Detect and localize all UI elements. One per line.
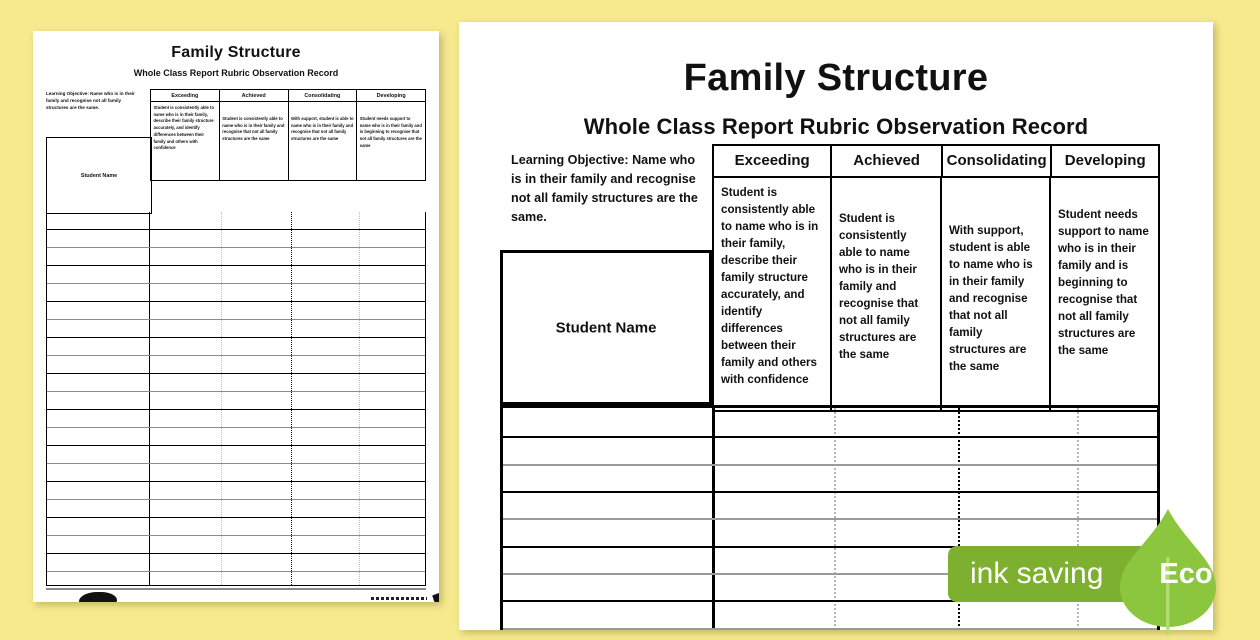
thumbnail-student-name-cell bbox=[46, 137, 152, 214]
thumbnail-footer-rule bbox=[46, 588, 426, 590]
eco-badge-label: ink saving bbox=[970, 557, 1104, 590]
table-row bbox=[47, 374, 425, 392]
table-row bbox=[47, 536, 425, 554]
eco-badge-tag: Eco bbox=[1159, 558, 1213, 590]
table-row bbox=[47, 464, 425, 482]
table-row bbox=[47, 500, 425, 518]
table-row bbox=[47, 266, 425, 284]
learning-objective: Learning Objective: Name who is in their family and recognise not all family structures are the same. bbox=[511, 153, 698, 225]
rubric-descriptor-row bbox=[712, 178, 1160, 412]
table-row bbox=[503, 408, 1157, 438]
table-row bbox=[503, 493, 1157, 520]
thumbnail-descriptor-exceeding: Student is consistently able to name who is in their family, describe their family structure accurately, and identify differences between their family and others with confidence bbox=[151, 102, 220, 180]
table-row bbox=[47, 320, 425, 338]
column-header-exceeding: Exceeding bbox=[714, 146, 832, 176]
descriptor-achieved: Student is consistently able to name who is in their family and recognise that not all family structures are the same bbox=[832, 178, 942, 410]
thumbnail-column-header-consolidating: Consolidating bbox=[289, 90, 358, 101]
table-row bbox=[47, 410, 425, 428]
thumbnail-subtitle: Whole Class Report Rubric Observation Record bbox=[133, 68, 339, 78]
rubric-header-row bbox=[712, 144, 1160, 178]
table-row bbox=[47, 518, 425, 536]
table-row bbox=[47, 428, 425, 446]
column-header-consolidating: Consolidating bbox=[943, 146, 1053, 176]
thumbnail-column-header-achieved: Achieved bbox=[220, 90, 289, 101]
student-name-label: Student Name bbox=[555, 319, 657, 336]
rubric-table bbox=[712, 144, 1160, 412]
thumbnail-descriptor-consolidating: With support, student is able to name who is in their family and recognise that not all family structures are the same bbox=[289, 102, 358, 180]
thumbnail-page-content bbox=[33, 31, 439, 602]
table-row bbox=[47, 230, 425, 248]
table-row bbox=[47, 482, 425, 500]
ink-saving-eco-badge bbox=[948, 533, 1238, 625]
thumbnail-page-preview[interactable] bbox=[33, 31, 439, 602]
thumbnail-rubric-descriptor-row bbox=[150, 101, 426, 181]
table-row bbox=[47, 302, 425, 320]
column-header-achieved: Achieved bbox=[832, 146, 943, 176]
page-subtitle: Whole Class Report Rubric Observation Record bbox=[583, 114, 1089, 139]
table-row bbox=[47, 284, 425, 302]
table-row bbox=[47, 446, 425, 464]
footer-microtext bbox=[371, 597, 427, 600]
descriptor-consolidating: With support, student is able to name who is in their family and recognise that not all family structures are the same bbox=[942, 178, 1051, 410]
table-row bbox=[47, 392, 425, 410]
thumbnail-student-name-label: Student Name bbox=[80, 172, 118, 179]
descriptor-developing: Student needs support to name who is in their family and is beginning to recognise that not all family structures are the same bbox=[1057, 208, 1149, 358]
column-header-developing: Developing bbox=[1064, 152, 1146, 169]
descriptor-exceeding: Student is consistently able to name who is in their family, describe their family structure accurately, and identify differences between their family and others with confidence bbox=[714, 178, 832, 410]
thumbnail-column-header-developing: Developing bbox=[376, 92, 406, 99]
table-row bbox=[47, 248, 425, 266]
thumbnail-rubric-header-row bbox=[150, 89, 426, 101]
footer-badge-icon bbox=[431, 590, 439, 602]
student-name-cell bbox=[500, 250, 712, 405]
table-row bbox=[47, 356, 425, 374]
thumbnail-descriptor-achieved: Student is consistently able to name who is in their family and recognise that not all family structures are the same bbox=[220, 102, 289, 180]
thumbnail-rubric-table bbox=[150, 89, 426, 181]
publisher-logo-icon bbox=[79, 592, 117, 602]
thumbnail-title: Family Structure bbox=[171, 44, 301, 61]
table-row bbox=[47, 212, 425, 230]
table-row bbox=[47, 554, 425, 572]
thumbnail-blank-rows-grid bbox=[46, 212, 426, 586]
thumbnail-descriptor-developing: Student needs support to name who is in their family and is beginning to recognise that not all family structures are the same bbox=[359, 116, 422, 148]
table-row bbox=[47, 338, 425, 356]
table-row bbox=[503, 438, 1157, 466]
thumbnail-learning-objective: Learning Objective: Name who is in their family and recognise not all family structures are the same. bbox=[46, 91, 135, 111]
page-title: Family Structure bbox=[683, 57, 989, 99]
table-row bbox=[503, 466, 1157, 493]
thumbnail-column-header-exceeding: Exceeding bbox=[151, 90, 220, 101]
